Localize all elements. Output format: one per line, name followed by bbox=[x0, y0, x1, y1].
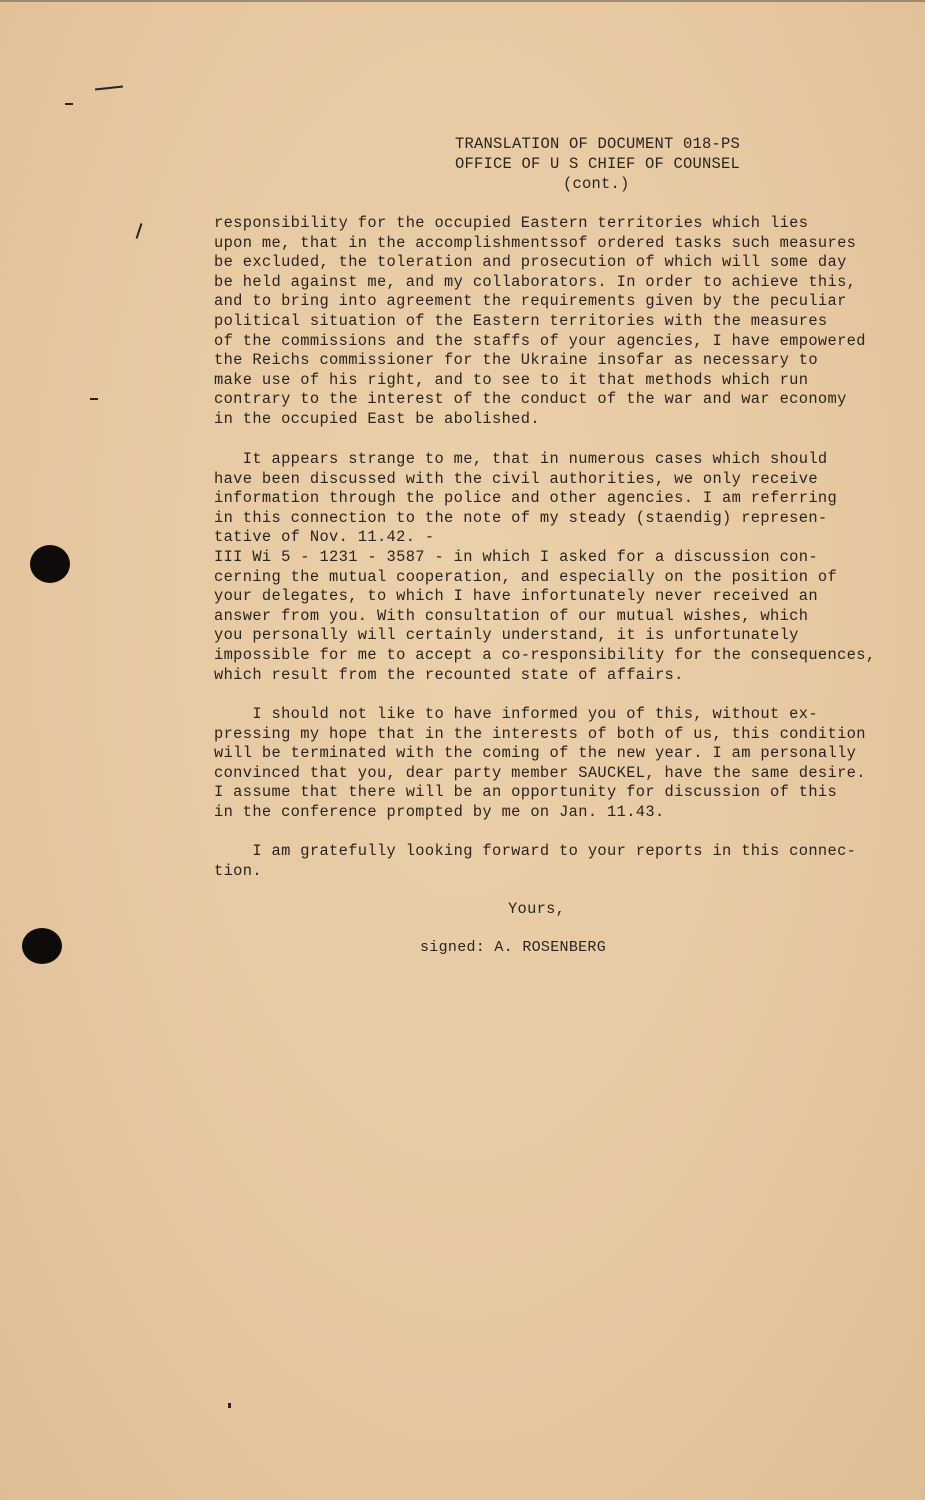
stray-mark bbox=[136, 223, 143, 239]
letter-signature: signed: A. ROSENBERG bbox=[420, 939, 607, 956]
body-paragraph-3: I should not like to have informed you of this, without ex- pressing my hope that in the interests of both of us, this condition will be terminated with the coming of the new year. I am personally convinced that you, dear party member SAUCKEL, have the same desire. I assume that there will be an opportunity for discussion of this in the conference prompted by me on Jan. 11.43. bbox=[214, 705, 866, 821]
stray-mark bbox=[228, 1403, 231, 1408]
header-office: OFFICE OF U S CHIEF OF COUNSEL bbox=[455, 155, 741, 173]
page-top-edge bbox=[0, 0, 925, 2]
punch-hole-lower bbox=[22, 928, 62, 964]
header-title: TRANSLATION OF DOCUMENT 018-PS bbox=[455, 135, 741, 153]
stray-mark bbox=[90, 398, 98, 400]
header-continued: (cont.) bbox=[563, 175, 630, 193]
body-paragraph-1: responsibility for the occupied Eastern territories which lies upon me, that in the accomplishmentssof ordered tasks such measures be excluded, the toleration and prosecution of which will some day be held against me, and my collaborators. In order to achieve this, and to bring into agreement the requirements given by the peculiar political situation of the Eastern territories with the measures of the commissions and the staffs of your agencies, I have empowered the Reichs commissioner for the Ukraine insofar as necessary to make use of his right, and to see to it that methods which run contrary to the interest of the conduct of the war and war economy in the occupied East be abolished. bbox=[214, 214, 866, 428]
body-paragraph-4: I am gratefully looking forward to your reports in this connec- tion. bbox=[214, 842, 857, 880]
body-paragraph-2: It appears strange to me, that in numerous cases which should have been discussed with the civil authorities, we only receive information through the police and other agencies. I am referring in this connection to the note of my steady (staendig) represen- tative of Nov. 11.42. - III Wi 5 - 1231 - 3587 - in which I asked for a discussion con- cerning the mutual cooperation, and especially on the position of your delegates, to which I have infortunately never received an answer from you. With consultation of our mutual wishes, which you personally will certainly understand, it is unfortunately impossible for me to accept a co-responsibility for the consequences, which result from the recounted state of affairs. bbox=[214, 450, 876, 684]
letter-closing: Yours, bbox=[508, 900, 566, 918]
stray-mark bbox=[65, 103, 73, 105]
punch-hole-upper bbox=[30, 545, 70, 583]
stray-mark bbox=[95, 86, 123, 91]
document-header bbox=[455, 134, 775, 194]
